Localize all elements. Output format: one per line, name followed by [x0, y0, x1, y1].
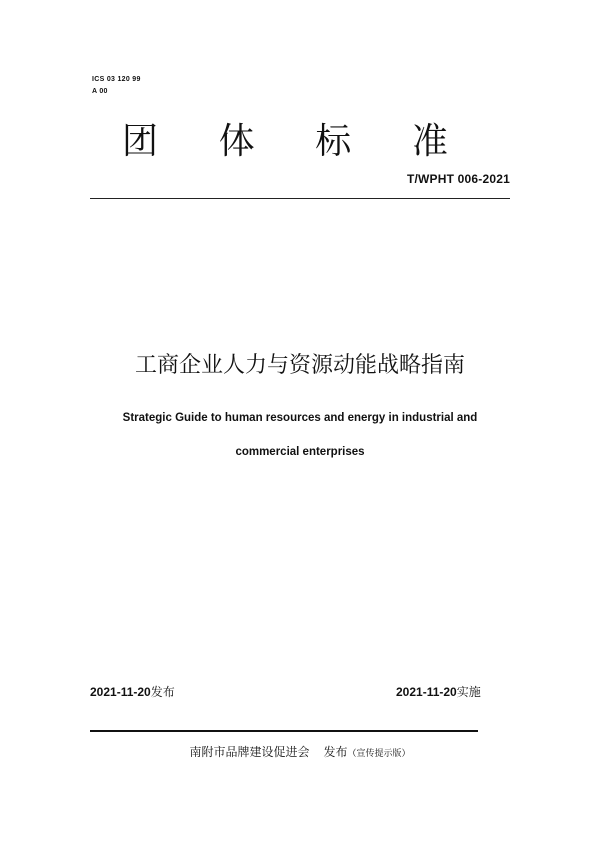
title-char: 准: [411, 121, 448, 162]
header-divider: [90, 198, 510, 199]
publisher-word: 发布: [323, 745, 348, 759]
title-en-line-2: commercial enterprises: [235, 446, 365, 458]
ccs-code: A 00: [92, 88, 108, 95]
ics-code: ICS 03 120 99: [92, 76, 141, 83]
publisher-line: [0, 743, 600, 763]
standard-type-title: [110, 120, 460, 164]
document-title-cn: 工商企业人力与资源动能战略指南: [134, 353, 465, 378]
document-title-en: [0, 396, 600, 464]
classification-codes: [92, 74, 141, 98]
title-en-line-1: Strategic Guide to human resources and energy in industrial and: [122, 412, 478, 424]
title-char: 体: [218, 121, 255, 162]
publish-label: 发布: [150, 685, 175, 699]
footer-divider: [90, 730, 478, 732]
standard-number: T/WPHT 006-2021: [406, 172, 510, 186]
publish-date-value: 2021-11-20: [90, 685, 151, 699]
title-char: 标: [315, 121, 352, 162]
title-char: 团: [121, 121, 158, 162]
publisher-organization: 南附市品牌建设促进会: [189, 745, 310, 759]
implement-date-value: 2021-11-20: [396, 685, 457, 699]
publish-date: [90, 683, 175, 700]
implement-date: [396, 683, 481, 700]
publisher-note: （宣传提示版）: [347, 749, 411, 759]
implement-label: 实施: [456, 685, 481, 699]
